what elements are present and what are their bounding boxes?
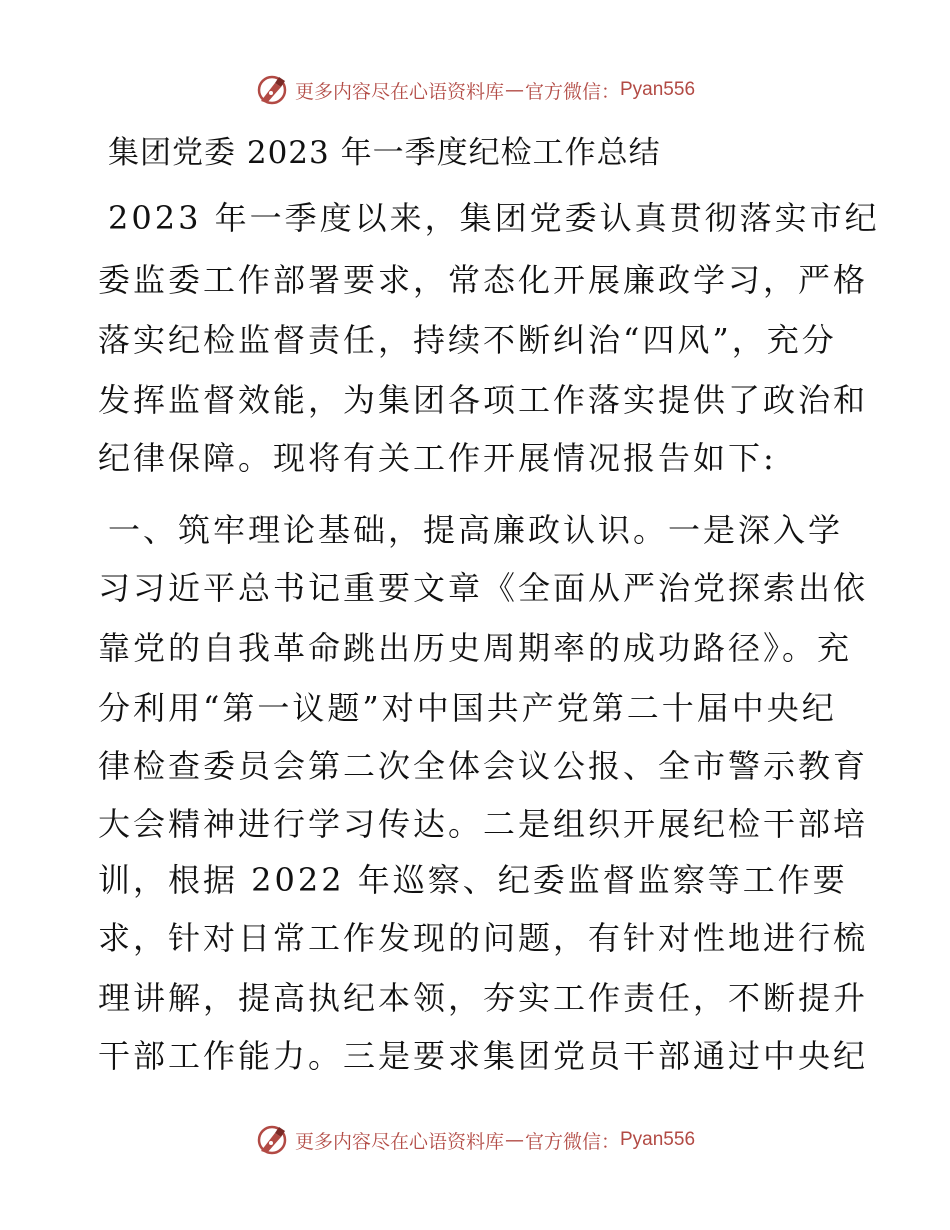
- body-line: 理讲解，提高执纪本领，夯实工作责任，不断提升: [98, 979, 869, 1017]
- watermark-footer: [0, 1120, 950, 1160]
- body-line: 律检查委员会第二次全体会议公报、全市警示教育: [98, 747, 869, 785]
- watermark-separator: —: [504, 79, 524, 101]
- watermark-wechat-id: Pyan556: [620, 1129, 696, 1150]
- pen-nib-icon: [255, 1123, 289, 1157]
- watermark-suffix: 官方微信：: [524, 1130, 620, 1153]
- pen-nib-icon: [255, 73, 289, 107]
- watermark-header: [0, 70, 950, 110]
- body-line: 分利用“第一议题”对中国共产党第二十届中央纪: [98, 689, 837, 727]
- body-line: 委监委工作部署要求，常态化开展廉政学习，严格: [98, 261, 869, 299]
- body-line: 训，根据 2022 年巡察、纪委监督监察等工作要: [98, 861, 848, 899]
- body-line: 干部工作能力。三是要求集团党员干部通过中央纪: [98, 1037, 869, 1075]
- body-line: 一、筑牢理论基础，提高廉政认识。一是深入学: [108, 511, 844, 549]
- watermark-text: 更多内容尽在心语资料库: [294, 1130, 504, 1153]
- body-line: 大会精神进行学习传达。二是组织开展纪检干部培: [98, 805, 869, 843]
- watermark-separator: —: [504, 1129, 524, 1151]
- body-line: 靠党的自我革命跳出历史周期率的成功路径》。充: [98, 629, 853, 667]
- body-line: 发挥监督效能，为集团各项工作落实提供了政治和: [98, 381, 869, 419]
- watermark-text: 更多内容尽在心语资料库: [294, 80, 504, 103]
- body-line: 落实纪检监督责任，持续不断纠治“四风”，充分: [98, 321, 837, 359]
- body-line: 习习近平总书记重要文章《全面从严治党探索出依: [98, 569, 869, 607]
- body-line: 2023 年一季度以来，集团党委认真贯彻落实市纪: [108, 199, 880, 237]
- document-title: 集团党委 2023 年一季度纪检工作总结: [108, 135, 661, 171]
- body-line: 纪律保障。现将有关工作开展情况报告如下:: [98, 439, 777, 477]
- body-line: 求，针对日常工作发现的问题，有针对性地进行梳: [98, 919, 869, 957]
- watermark-wechat-id: Pyan556: [620, 79, 696, 100]
- watermark-suffix: 官方微信：: [524, 80, 620, 103]
